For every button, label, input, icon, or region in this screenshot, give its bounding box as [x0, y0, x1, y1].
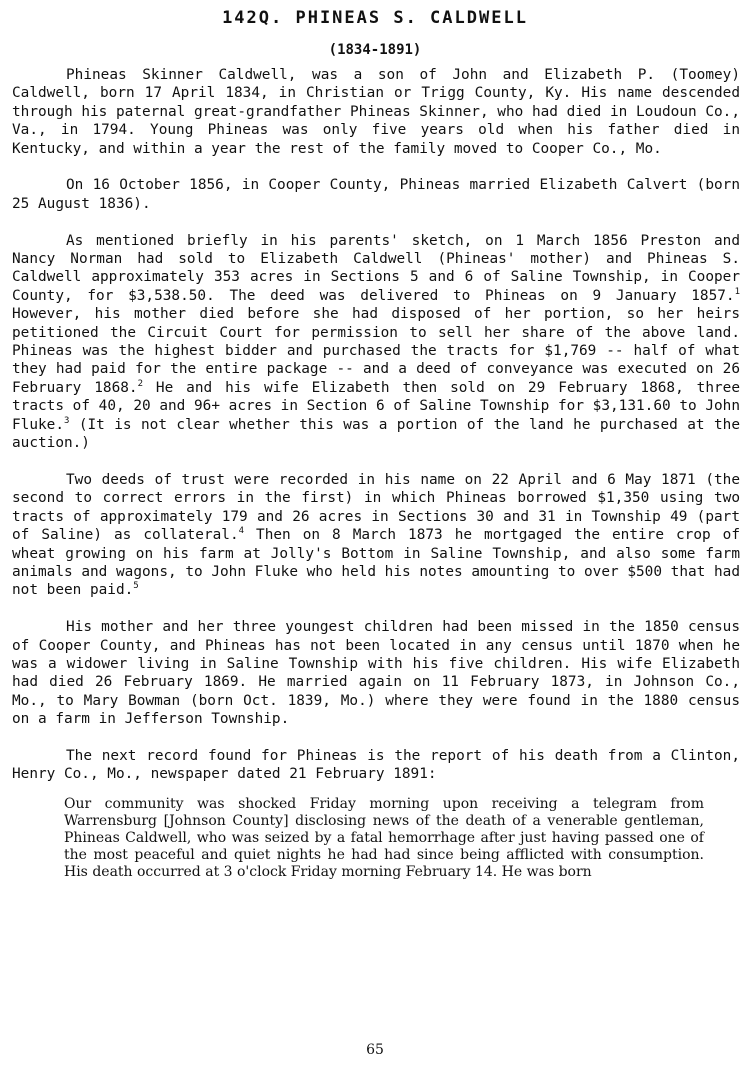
- footnote-ref-4: 4: [238, 526, 245, 537]
- deeds-text-2: Then on 8 March 1873 he mortgaged the entire crop of wheat growing on his farm at Jolly's Bottom in Saline Township, and also some farm animals and wagons, to John Fluke who held his notes amounting to over $500 that had not been paid.: [12, 527, 740, 599]
- land-text-3: He and his wife Elizabeth then sold on 29 February 1868, three tracts of 40, 20 and 96+ acres in Section 6 of Saline Township for $3,131.60 to John Fluke.: [12, 379, 740, 433]
- page-title: 142Q. PHINEAS S. CALDWELL: [222, 8, 528, 28]
- life-dates: (1834-1891): [328, 42, 422, 58]
- newspaper-quote: Our community was shocked Friday morning upon receiving a telegram from Warrensburg [Johnson County] disclosing news of the death of a venerable gentleman, Phineas Caldwell, who was seized by a fatal hemorrhage after just having passed one of the most peaceful and quiet nights he had had since being afflicted with consumption. His death occurred at 3 o'clock Friday morning February 14. He was born: [64, 795, 704, 880]
- paragraph-marriage: On 16 October 1856, in Cooper County, Phineas married Elizabeth Calvert (born 25 August 1836).: [12, 177, 740, 212]
- footnote-ref-1: 1: [734, 287, 740, 298]
- deeds-text-1: Two deeds of trust were recorded in his name on 22 April and 6 May 1871 (the second to correct errors in the first) in which Phineas borrowed $1,350 using two tracts of approximately 179 and 26 acres in Sections 30 and 31 in Township 49 (part of Saline) as collateral.: [12, 471, 740, 544]
- land-text-2: However, his mother died before she had disposed of her portion, so her heirs petitioned the Circuit Court for permission to sell her share of the above land. Phineas was the highest bidder and purchased the tracts for $1,769 -- half of what they had paid for the entire package -- and a deed of conveyance was executed on 26 February 1868.: [12, 306, 740, 396]
- land-text-4: (It is not clear whether this was a portion of the land he purchased at the auction.): [12, 416, 740, 452]
- footnote-ref-5: 5: [133, 581, 139, 592]
- footnote-ref-3: 3: [63, 415, 70, 426]
- paragraph-death-intro: The next record found for Phineas is the report of his death from a Clinton, Henry Co., Mo., newspaper dated 21 February 1891:: [12, 747, 740, 783]
- paragraph-census: His mother and her three youngest children had been missed in the 1850 census of Cooper County, and Phineas has not been located in any census until 1870 when he was a widower living in Saline Township with his five children. His wife Elizabeth had died 26 February 1869. He married again on 11 February 1873, in Johnson Co., Mo., to Mary Bowman (born Oct. 1839, Mo.) where they were found in the 1880 census on a farm in Jefferson Township.: [12, 619, 740, 728]
- page-number: 65: [366, 1042, 384, 1058]
- land-text-1: As mentioned briefly in his parents' sketch, on 1 March 1856 Preston and Nancy Norman had sold to Elizabeth Caldwell (Phineas' mother) and Phineas S. Caldwell approximately 353 acres in Sections 5 and 6 of Saline Township, in Cooper County, for $3,538.50. The deed was delivered to Phineas on 9 January 1857.: [12, 232, 740, 304]
- paragraph-birth: Phineas Skinner Caldwell, was a son of John and Elizabeth P. (Toomey) Caldwell, born 17 April 1834, in Christian or Trigg County, Ky. His name descended through his paternal great-grandfather Phineas Skinner, who had died in Loudoun Co., Va., in 1794. Young Phineas was only five years old when his father died in Kentucky, and within a year the rest of the family moved to Cooper Co., Mo.: [12, 67, 740, 157]
- footnote-ref-2: 2: [137, 379, 143, 390]
- body-text: [12, 66, 740, 881]
- paragraph-deeds: [12, 471, 740, 600]
- paragraph-land: [12, 232, 740, 453]
